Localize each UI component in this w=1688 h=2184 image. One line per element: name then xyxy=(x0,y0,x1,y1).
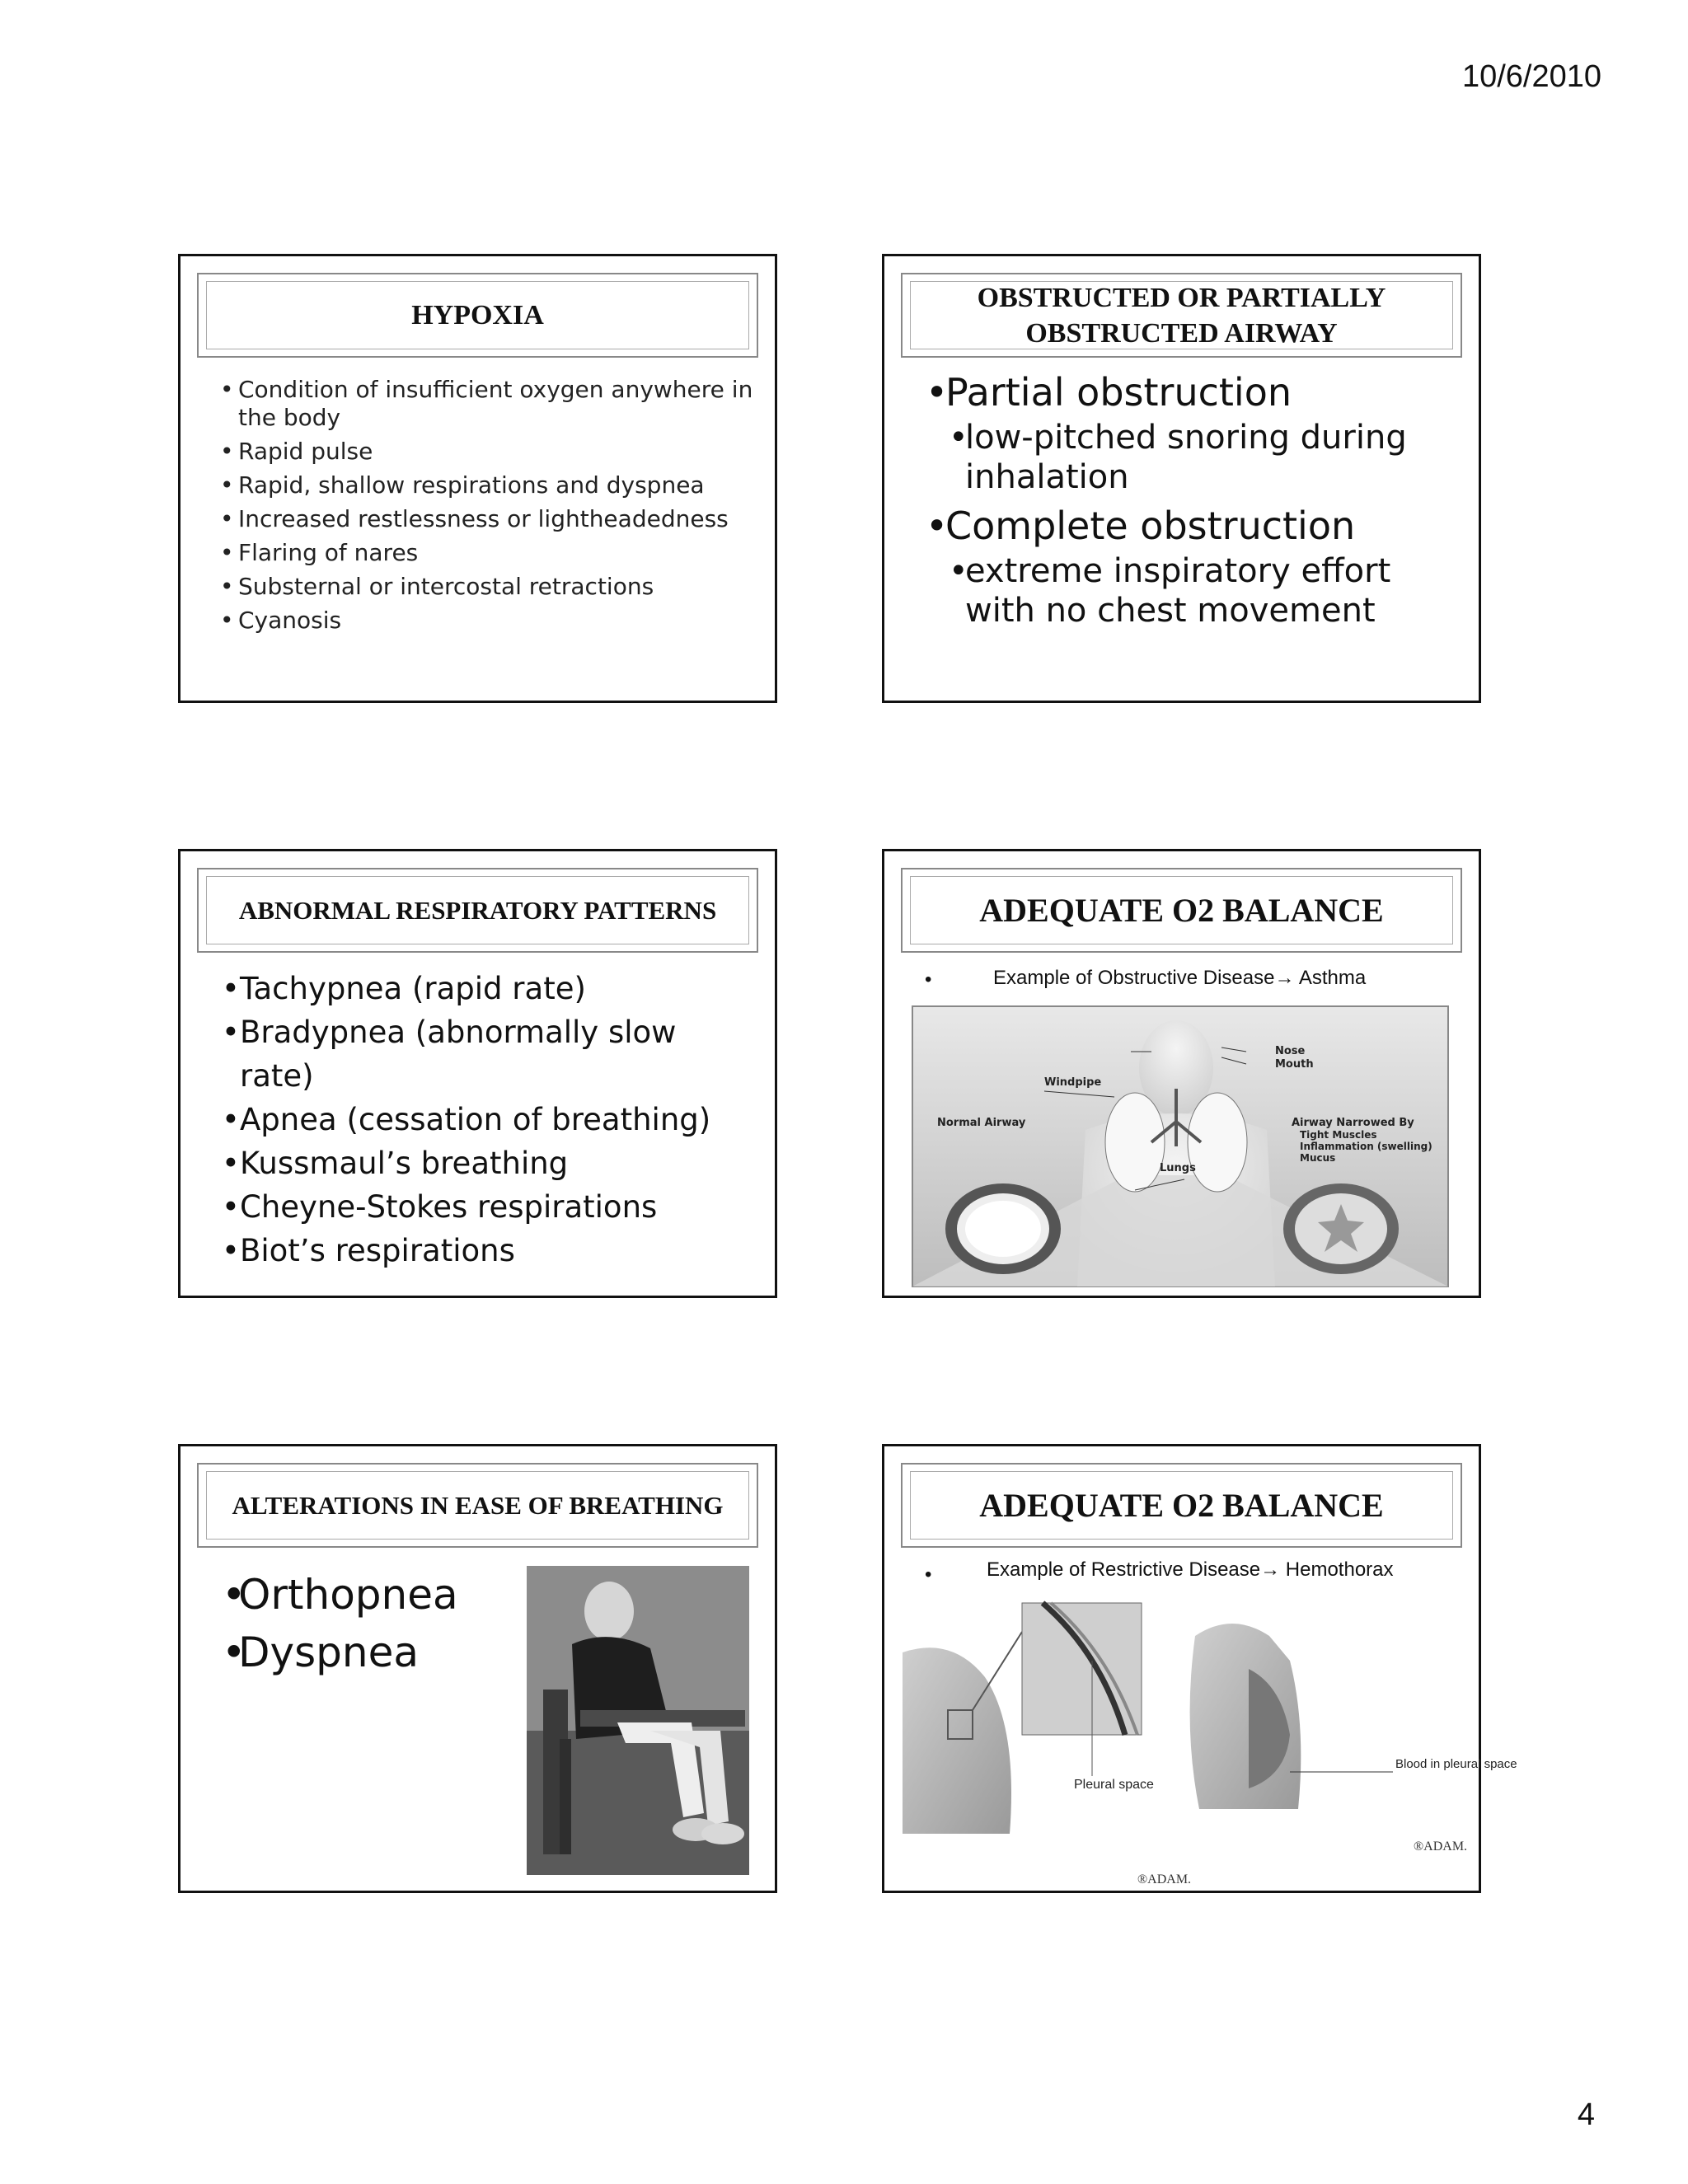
sub-bullet-list xyxy=(945,551,1453,630)
bullet-item: • Biot’s respirations xyxy=(222,1229,757,1272)
bullet-item: • Apnea (cessation of breathing) xyxy=(222,1098,757,1141)
diagram-label-narrowed-item: Inflammation (swelling) xyxy=(1300,1141,1432,1152)
slide-ease-of-breathing xyxy=(178,1444,777,1893)
bullet-item: • Orthopnea xyxy=(222,1566,502,1624)
slide-title-box xyxy=(901,1463,1462,1548)
bullet-list xyxy=(222,967,757,1272)
bullet-item: • Condition of insufficient oxygen anywhere in the body xyxy=(220,376,756,432)
diagram-label-windpipe: Windpipe xyxy=(1044,1076,1102,1089)
bullet-item: • Increased restlessness or lightheadedness xyxy=(220,505,756,533)
diagram-label-mouth: Mouth xyxy=(1275,1058,1314,1071)
bullet-item: • Kussmaul’s breathing xyxy=(222,1141,757,1185)
bullet-dot: • xyxy=(925,968,932,991)
slide-title-box xyxy=(197,868,758,953)
bullet-item: • Dyspnea xyxy=(222,1624,502,1681)
example-text: Example of Obstructive Disease→ Asthma xyxy=(993,967,1367,989)
bullet-list xyxy=(220,376,756,640)
bullet-list xyxy=(222,1566,502,1681)
example-line xyxy=(925,1558,1394,1586)
bullet-text: Partial obstruction xyxy=(945,370,1292,415)
diagram-label-narrowed: Airway Narrowed By xyxy=(1292,1117,1414,1129)
slide-title-box xyxy=(901,868,1462,953)
diagram-label-normal-airway: Normal Airway xyxy=(937,1117,1026,1129)
diagram-label-lungs: Lungs xyxy=(1160,1162,1196,1174)
bullet-item: • Tachypnea (rapid rate) xyxy=(222,967,757,1010)
bullet-item: • Cyanosis xyxy=(220,607,756,635)
bullet-item: • Bradypnea (abnormally slow rate) xyxy=(222,1010,757,1098)
bullet-item xyxy=(926,370,1453,497)
slide-o2-balance-asthma xyxy=(882,849,1481,1298)
slide-title-box xyxy=(197,1463,758,1548)
slide-o2-balance-hemothorax xyxy=(882,1444,1517,1893)
slide-title-box xyxy=(901,273,1462,358)
example-text: Example of Restrictive Disease→ Hemothorax xyxy=(987,1558,1394,1581)
slide-title: ADEQUATE O2 BALANCE xyxy=(910,1471,1453,1540)
slide-title: OBSTRUCTED OR PARTIALLY OBSTRUCTED AIRWAY xyxy=(910,281,1453,349)
adam-logo: ®ADAM. xyxy=(1414,1840,1468,1854)
bullet-item xyxy=(926,504,1453,630)
slide-hypoxia xyxy=(178,254,777,703)
diagram-label-narrowed-item: Mucus xyxy=(1300,1152,1336,1164)
bullet-item: • Substernal or intercostal retractions xyxy=(220,573,756,601)
orthopnea-photo xyxy=(527,1566,749,1875)
sub-bullet-item: • low-pitched snoring during inhalation xyxy=(949,418,1453,497)
diagram-label-blood: Blood in pleural space xyxy=(1395,1757,1517,1771)
sub-bullet-item: • extreme inspiratory effort with no chest movement xyxy=(949,551,1453,630)
slide-abnormal-respiratory-patterns xyxy=(178,849,777,1298)
bullet-item: • Rapid, shallow respirations and dyspnea xyxy=(220,471,756,499)
slide-title: HYPOXIA xyxy=(206,281,749,349)
hemothorax-diagram xyxy=(903,1603,1517,1887)
asthma-airway-diagram xyxy=(912,1006,1448,1286)
slide-title-box xyxy=(197,273,758,358)
slide-title: ABNORMAL RESPIRATORY PATTERNS xyxy=(206,876,749,944)
bullet-item: • Flaring of nares xyxy=(220,539,756,567)
sub-bullet-list xyxy=(945,418,1453,497)
adam-logo: ®ADAM. xyxy=(1137,1872,1192,1886)
bullet-item: • Cheyne-Stokes respirations xyxy=(222,1185,757,1229)
page-date: 10/6/2010 xyxy=(1461,59,1601,94)
diagram-label-narrowed-item: Tight Muscles xyxy=(1300,1129,1377,1141)
diagram-label-nose: Nose xyxy=(1275,1045,1306,1057)
example-line xyxy=(925,967,1367,991)
slide-title: ADEQUATE O2 BALANCE xyxy=(910,876,1453,944)
bullet-text: Complete obstruction xyxy=(945,504,1356,548)
slide-obstructed-airway xyxy=(882,254,1481,703)
bullet-list xyxy=(926,370,1453,637)
slide-title: ALTERATIONS IN EASE OF BREATHING xyxy=(206,1471,749,1540)
diagram-label-pleural: Pleural space xyxy=(1074,1778,1154,1792)
bullet-dot: • xyxy=(925,1563,932,1586)
bullet-item: • Rapid pulse xyxy=(220,438,756,466)
page-number: 4 xyxy=(1577,2097,1595,2132)
